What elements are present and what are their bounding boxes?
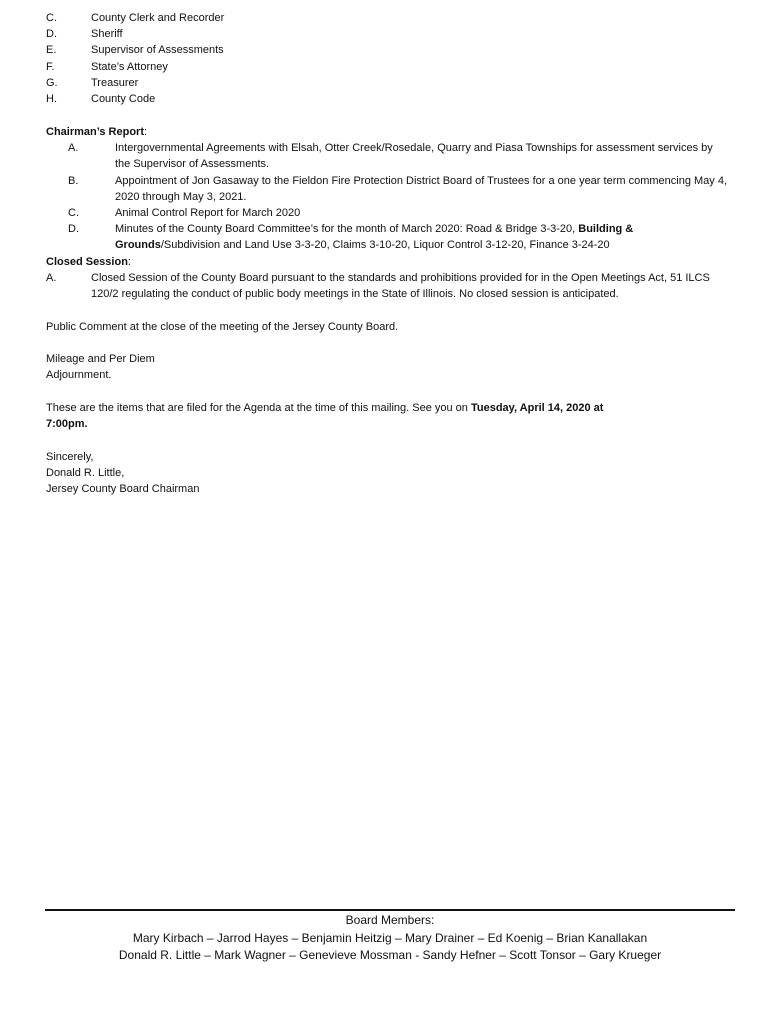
item-text-bold: Building & Grounds [115, 223, 634, 251]
closed-session-heading [46, 254, 131, 270]
item-text: Supervisor of Assessments [91, 44, 224, 56]
public-comment: Public Comment at the close of the meeting of the Jersey County Board. [46, 321, 399, 333]
salutation: Sincerely, [46, 451, 94, 463]
item-letter: B. [68, 175, 79, 187]
signer-title: Jersey County Board Chairman [46, 483, 200, 495]
closed-heading-colon: : [127, 256, 131, 268]
item-letter: E. [46, 44, 57, 56]
item-letter: G. [46, 77, 58, 89]
item-letter: A. [46, 272, 57, 284]
item-text: State’s Attorney [91, 61, 168, 73]
item-letter: D. [46, 28, 57, 40]
closing-text: These are the items that are filed for the Agenda at the time of this mailing. See you on [46, 402, 471, 414]
item-text: Intergovernmental Agreements with Elsah, Otter Creek/Rosedale, Quarry and Piasa Townships for assessment services by the Supervisor of Assessments. [115, 142, 713, 170]
item-text: Sheriff [91, 28, 123, 40]
item-text: County Code [91, 93, 156, 105]
footer-divider [45, 909, 735, 911]
item-text-part: /Subdivision and Land Use 3-3-20, Claims 3-10-20, Liquor Control 3-12-20, Finance 3-24-20 [160, 239, 610, 251]
chairman-heading-text: Chairman’s Report [46, 126, 145, 138]
chairman-report-heading [46, 124, 147, 140]
mileage-per-diem: Mileage and Per Diem [46, 353, 155, 365]
item-letter: A. [68, 142, 79, 154]
board-members-line-2: Donald R. Little – Mark Wagner – Genevieve Mossman - Sandy Hefner – Scott Tonsor – Gary Krueger [118, 948, 662, 962]
item-text-part: Minutes of the County Board Committee’s for the month of March 2020: Road & Bridge 3-3-20, [115, 223, 579, 235]
closing-statement [46, 400, 646, 432]
adjournment: Adjournment. [46, 369, 112, 381]
item-text: Treasurer [91, 77, 139, 89]
item-text: Closed Session of the County Board pursuant to the standards and prohibitions provided for in the Open Meetings Act, 51 ILCS 120/2 regulating the conduct of public body meetings in the State of Illinois. No closed session is anticipated. [91, 272, 710, 300]
item-letter: F. [46, 61, 55, 73]
meeting-date: Tuesday, April 14, 2020 at 7:00pm. [46, 402, 604, 430]
item-letter: H. [46, 93, 57, 105]
signer-name: Donald R. Little, [46, 467, 125, 479]
chairman-heading-colon: : [144, 126, 148, 138]
closed-heading-text: Closed Session [46, 256, 128, 268]
board-members-line-1: Mary Kirbach – Jarrod Hayes – Benjamin Heitzig – Mary Drainer – Ed Koenig – Brian Kanallakan [132, 931, 648, 945]
item-text [115, 221, 730, 253]
item-text: Appointment of Jon Gasaway to the Fieldon Fire Protection District Board of Trustees for a one year term commencing May 4, 2020 through May 3, 2021. [115, 175, 727, 203]
board-members-heading: Board Members: [345, 913, 435, 927]
item-letter: D. [68, 223, 79, 235]
item-text: Animal Control Report for March 2020 [115, 207, 301, 219]
item-letter: C. [46, 12, 57, 24]
item-letter: C. [68, 207, 79, 219]
item-text: County Clerk and Recorder [91, 12, 225, 24]
